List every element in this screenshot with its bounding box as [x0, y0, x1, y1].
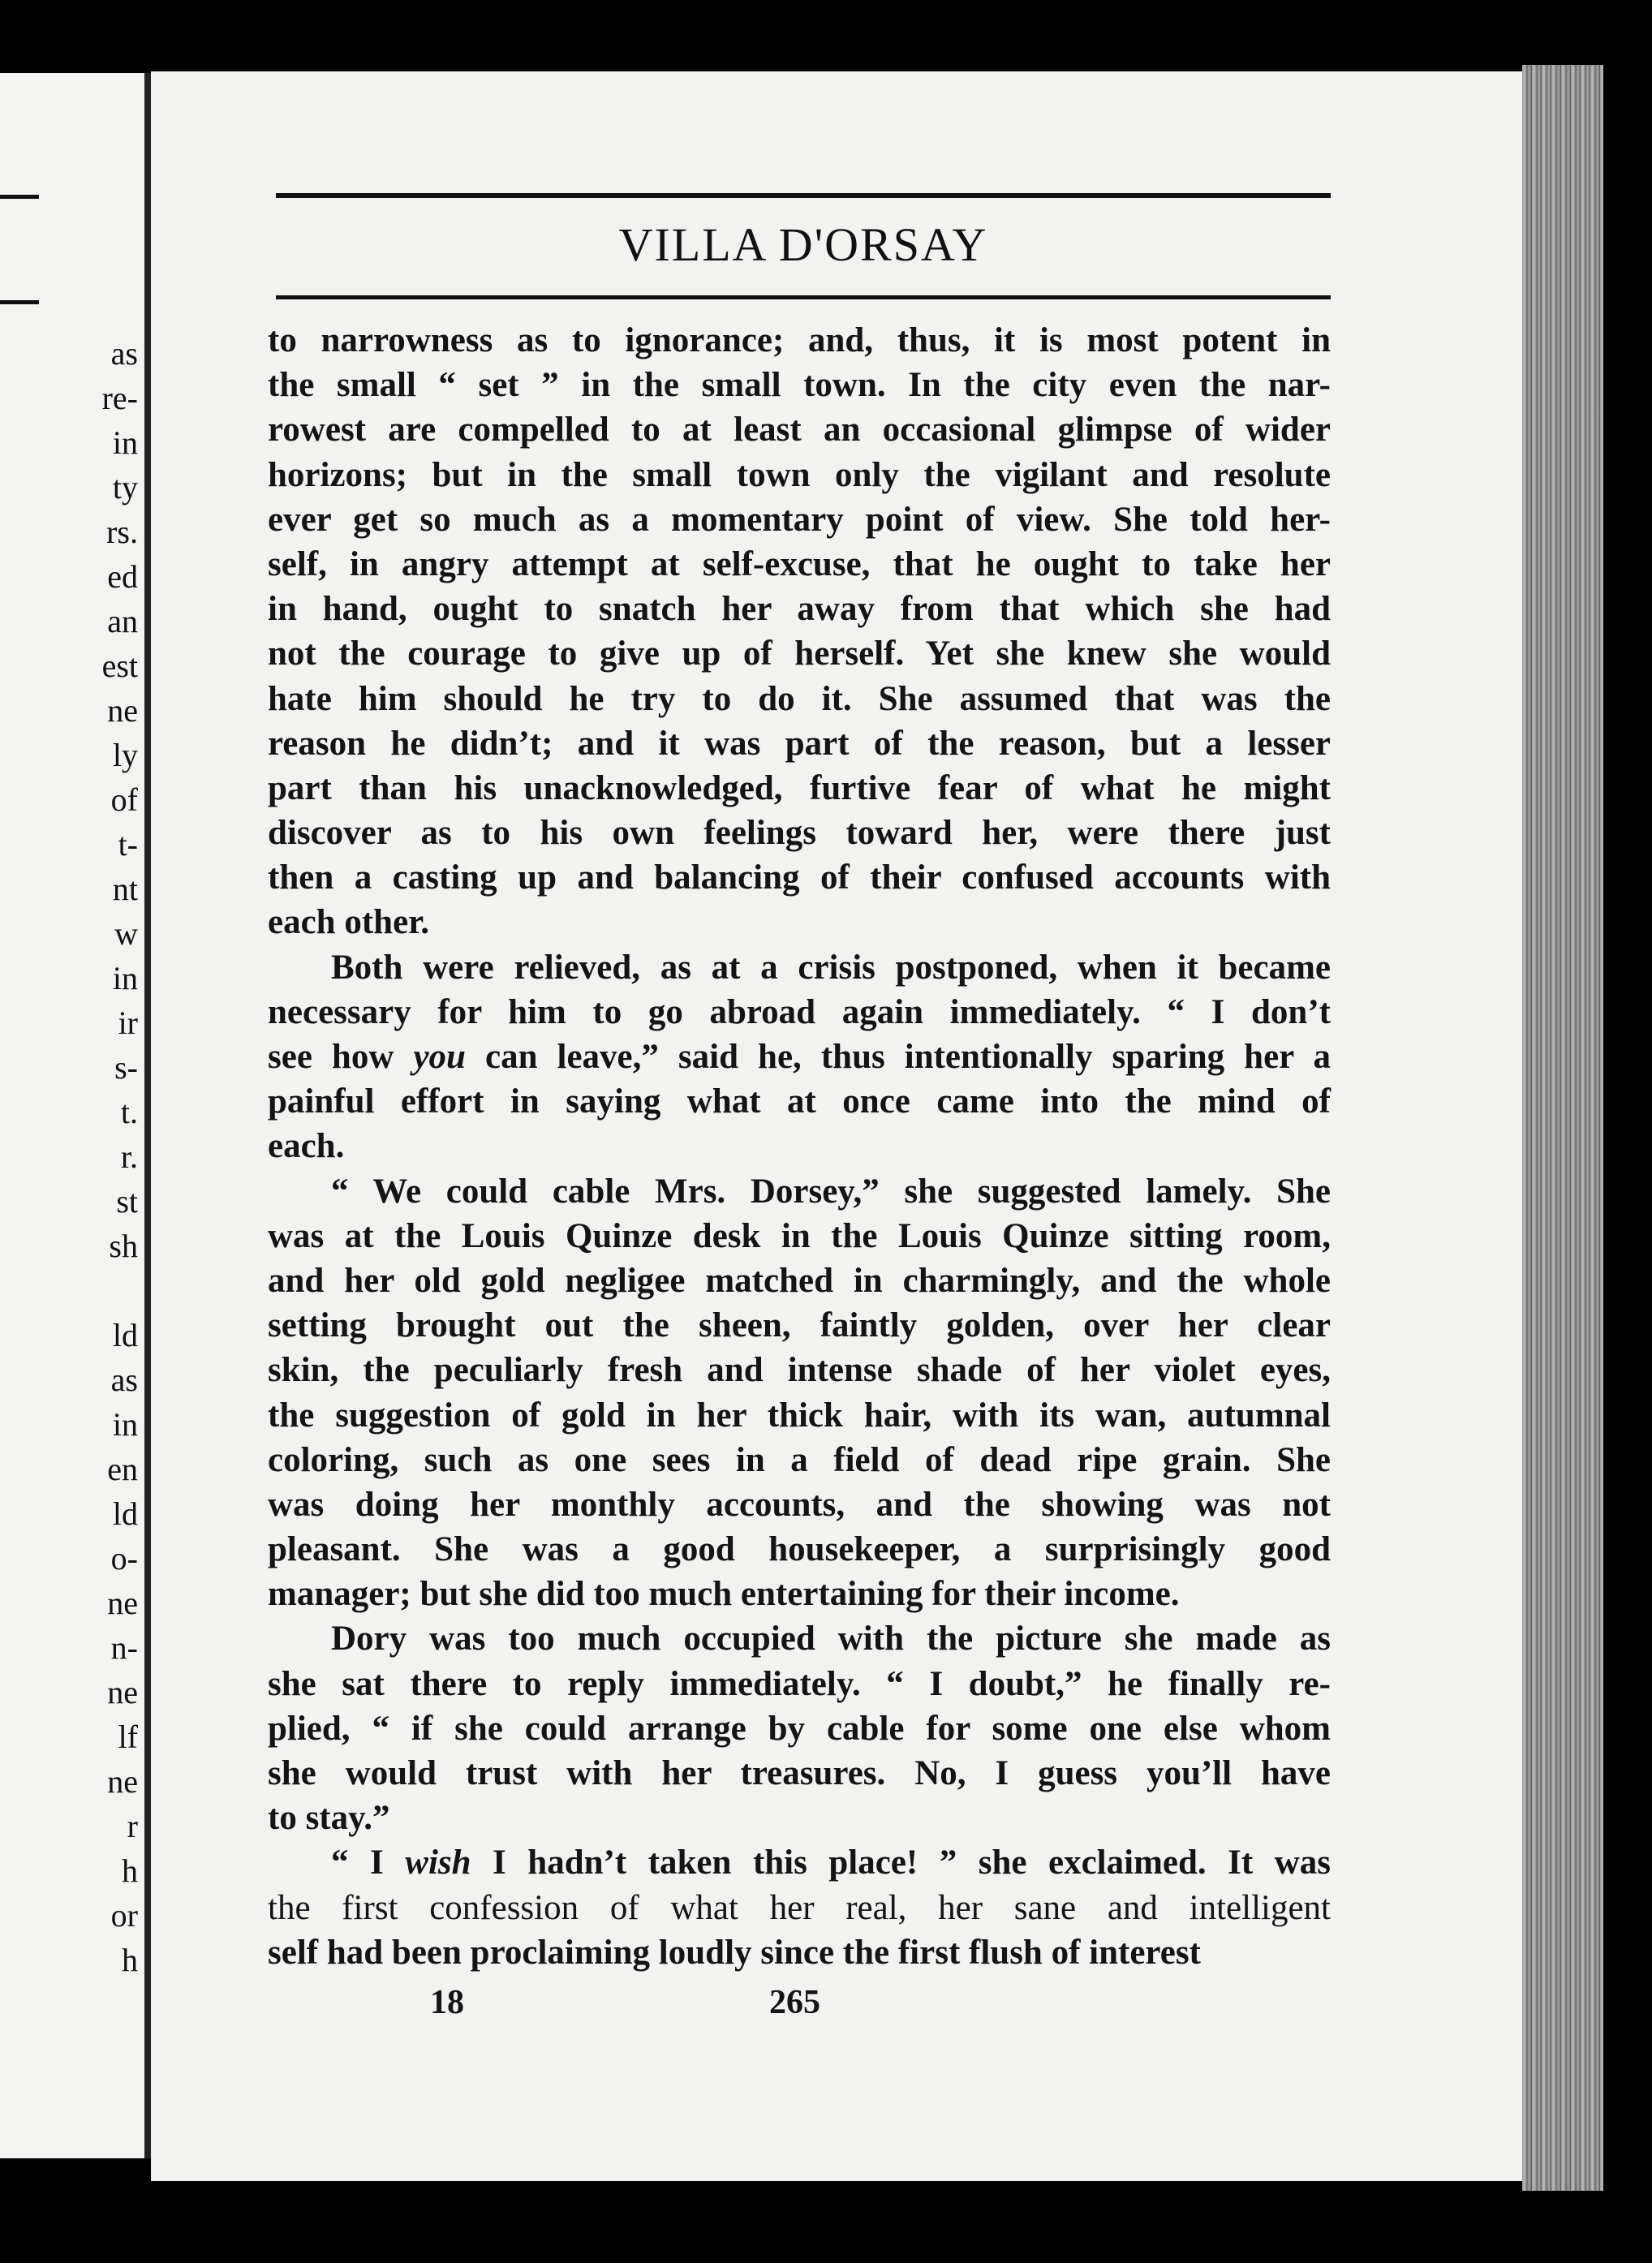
facing-page-fragment-line: or	[110, 1897, 138, 1934]
facing-page-fragment-line: est	[101, 647, 138, 684]
book-edge-shadow	[1603, 65, 1652, 2191]
text-line: necessary for him to go abroad again immediately. “ I don’t	[268, 992, 1331, 1031]
text-line: part than his unacknowledged, furtive fear of what he might	[268, 768, 1331, 807]
facing-page-fragment	[0, 73, 144, 2158]
facing-page-fragment-line: h	[122, 1852, 138, 1889]
text-line: ever get so much as a momentary point of view. She told her-	[268, 500, 1331, 539]
facing-page-fragment-line: lf	[118, 1719, 138, 1755]
header-rule-top	[276, 193, 1331, 198]
text-line: painful effort in saying what at once came into the mind of	[268, 1082, 1331, 1121]
text-line: the suggestion of gold in her thick hair, with its wan, autumnal	[268, 1396, 1331, 1435]
facing-page-fragment-line: ty	[112, 469, 138, 506]
text-line: setting brought out the sheen, faintly golden, over her clear	[268, 1306, 1331, 1345]
text-line: Dory was too much occupied with the picture she made as	[331, 1620, 1331, 1659]
facing-page-fragment-line: n-	[110, 1629, 138, 1666]
text-line: she sat there to reply immediately. “ I doubt,” he finally re-	[268, 1664, 1331, 1703]
facing-page-fragment-line: ed	[107, 558, 138, 595]
facing-page-fragment-line: st	[116, 1183, 138, 1220]
facing-page-fragment-line: s-	[114, 1049, 138, 1086]
facing-page-line-ends	[102, 331, 138, 1982]
text-line: the small “ set ” in the small town. In the city even the nar-	[268, 366, 1331, 405]
facing-page-fragment-line: as	[110, 1362, 138, 1398]
facing-page-fragment-line: nt	[112, 871, 138, 907]
text-line: manager; but she did too much entertaining for their income.	[268, 1575, 1180, 1614]
facing-page-fragment-line: re-	[101, 380, 138, 416]
text-line: in hand, ought to snatch her away from that which she had	[268, 590, 1331, 629]
facing-page-fragment-line: ly	[112, 737, 138, 773]
text-line: and her old gold negligee matched in charmingly, and the whole	[268, 1261, 1331, 1300]
text-line: Both were relieved, as at a crisis postponed, when it became	[331, 948, 1331, 987]
text-line: was at the Louis Quinze desk in the Louis Quinze sitting room,	[268, 1216, 1331, 1255]
text-line: was doing her monthly accounts, and the showing was not	[268, 1485, 1331, 1524]
text-line: pleasant. She was a good housekeeper, a surprisingly good	[268, 1530, 1331, 1569]
facing-page-rule-top	[0, 195, 39, 199]
text-line: to narrowness as to ignorance; and, thus, it is most potent in	[268, 321, 1331, 359]
signature-mark: 18	[430, 1984, 464, 2021]
facing-page-fragment-line: h	[122, 1942, 138, 1978]
text-line: discover as to his own feelings toward her, were there just	[268, 814, 1331, 853]
facing-page-fragment-line: r	[127, 1808, 138, 1844]
facing-page-fragment-line: w	[114, 915, 138, 952]
facing-page-fragment-line: ne	[107, 1585, 138, 1621]
text-line: horizons; but in the small town only the vigilant and resolute	[268, 455, 1331, 494]
body-text	[268, 318, 1331, 1975]
text-line: self had been proclaiming loudly since the first flush of interest	[268, 1933, 1201, 1972]
text-line: to stay.”	[268, 1799, 390, 1838]
text-line: rowest are compelled to at least an occasional glimpse of wider	[268, 411, 1331, 450]
text-line: she would trust with her treasures. No, I guess you’ll have	[268, 1754, 1331, 1792]
text-line: not the courage to give up of herself. Yet she knew she would	[268, 635, 1331, 673]
text-line: skin, the peculiarly fresh and intense shade of her violet eyes,	[268, 1351, 1331, 1390]
facing-page-fragment-line: rs.	[106, 514, 138, 550]
facing-page-fragment-line: ne	[107, 1674, 138, 1710]
facing-page-fragment-line: ld	[112, 1317, 138, 1353]
facing-page-fragment-line: r.	[120, 1138, 138, 1175]
facing-page-fragment-line: in	[112, 1406, 138, 1443]
text-line: hate him should he try to do it. She assumed that was the	[268, 679, 1331, 718]
text-line: plied, “ if she could arrange by cable for some one else whom	[268, 1709, 1331, 1748]
book-gutter	[144, 73, 151, 2158]
header-rule-bottom	[276, 295, 1331, 299]
facing-page-fragment-line: in	[112, 424, 138, 461]
facing-page-fragment-line: o-	[110, 1540, 138, 1577]
text-line: “ I wish I hadn’t taken this place! ” she exclaimed. It was	[331, 1844, 1331, 1882]
page-edges	[1522, 65, 1603, 2191]
text-line: reason he didn’t; and it was part of the reason, but a lesser	[268, 724, 1331, 763]
facing-page-fragment-line: en	[107, 1451, 138, 1487]
facing-page-rule-bottom	[0, 300, 39, 304]
facing-page-fragment-line: t.	[120, 1094, 138, 1130]
facing-page-fragment-line: sh	[109, 1228, 138, 1264]
page-number: 265	[769, 1984, 820, 2021]
text-line: each.	[268, 1127, 345, 1166]
text-line: then a casting up and balancing of their confused accounts with	[268, 858, 1331, 897]
facing-page-fragment-line: ir	[118, 1005, 138, 1041]
text-line: coloring, such as one sees in a field of dead ripe grain. She	[268, 1440, 1331, 1479]
text-line: see how you can leave,” said he, thus intentionally sparing her a	[268, 1038, 1331, 1076]
text-line: the first confession of what her real, her sane and intelligent	[268, 1888, 1331, 1927]
page-header	[276, 193, 1331, 307]
facing-page-fragment-line	[102, 1268, 138, 1313]
text-line: each other.	[268, 903, 430, 942]
running-head: VILLA D'ORSAY	[618, 218, 988, 271]
facing-page-fragment-line: ld	[112, 1495, 138, 1532]
facing-page-fragment-line: ne	[107, 1763, 138, 1800]
facing-page-fragment-line: in	[112, 960, 138, 996]
facing-page-fragment-line: ne	[107, 692, 138, 729]
text-line: “ We could cable Mrs. Dorsey,” she suggested lamely. She	[331, 1172, 1331, 1211]
facing-page-fragment-line: t-	[118, 826, 138, 863]
facing-page-fragment-line: of	[110, 781, 138, 818]
text-line: self, in angry attempt at self-excuse, that he ought to take her	[268, 544, 1331, 583]
facing-page-fragment-line: as	[110, 335, 138, 372]
facing-page-fragment-line: an	[107, 603, 138, 639]
